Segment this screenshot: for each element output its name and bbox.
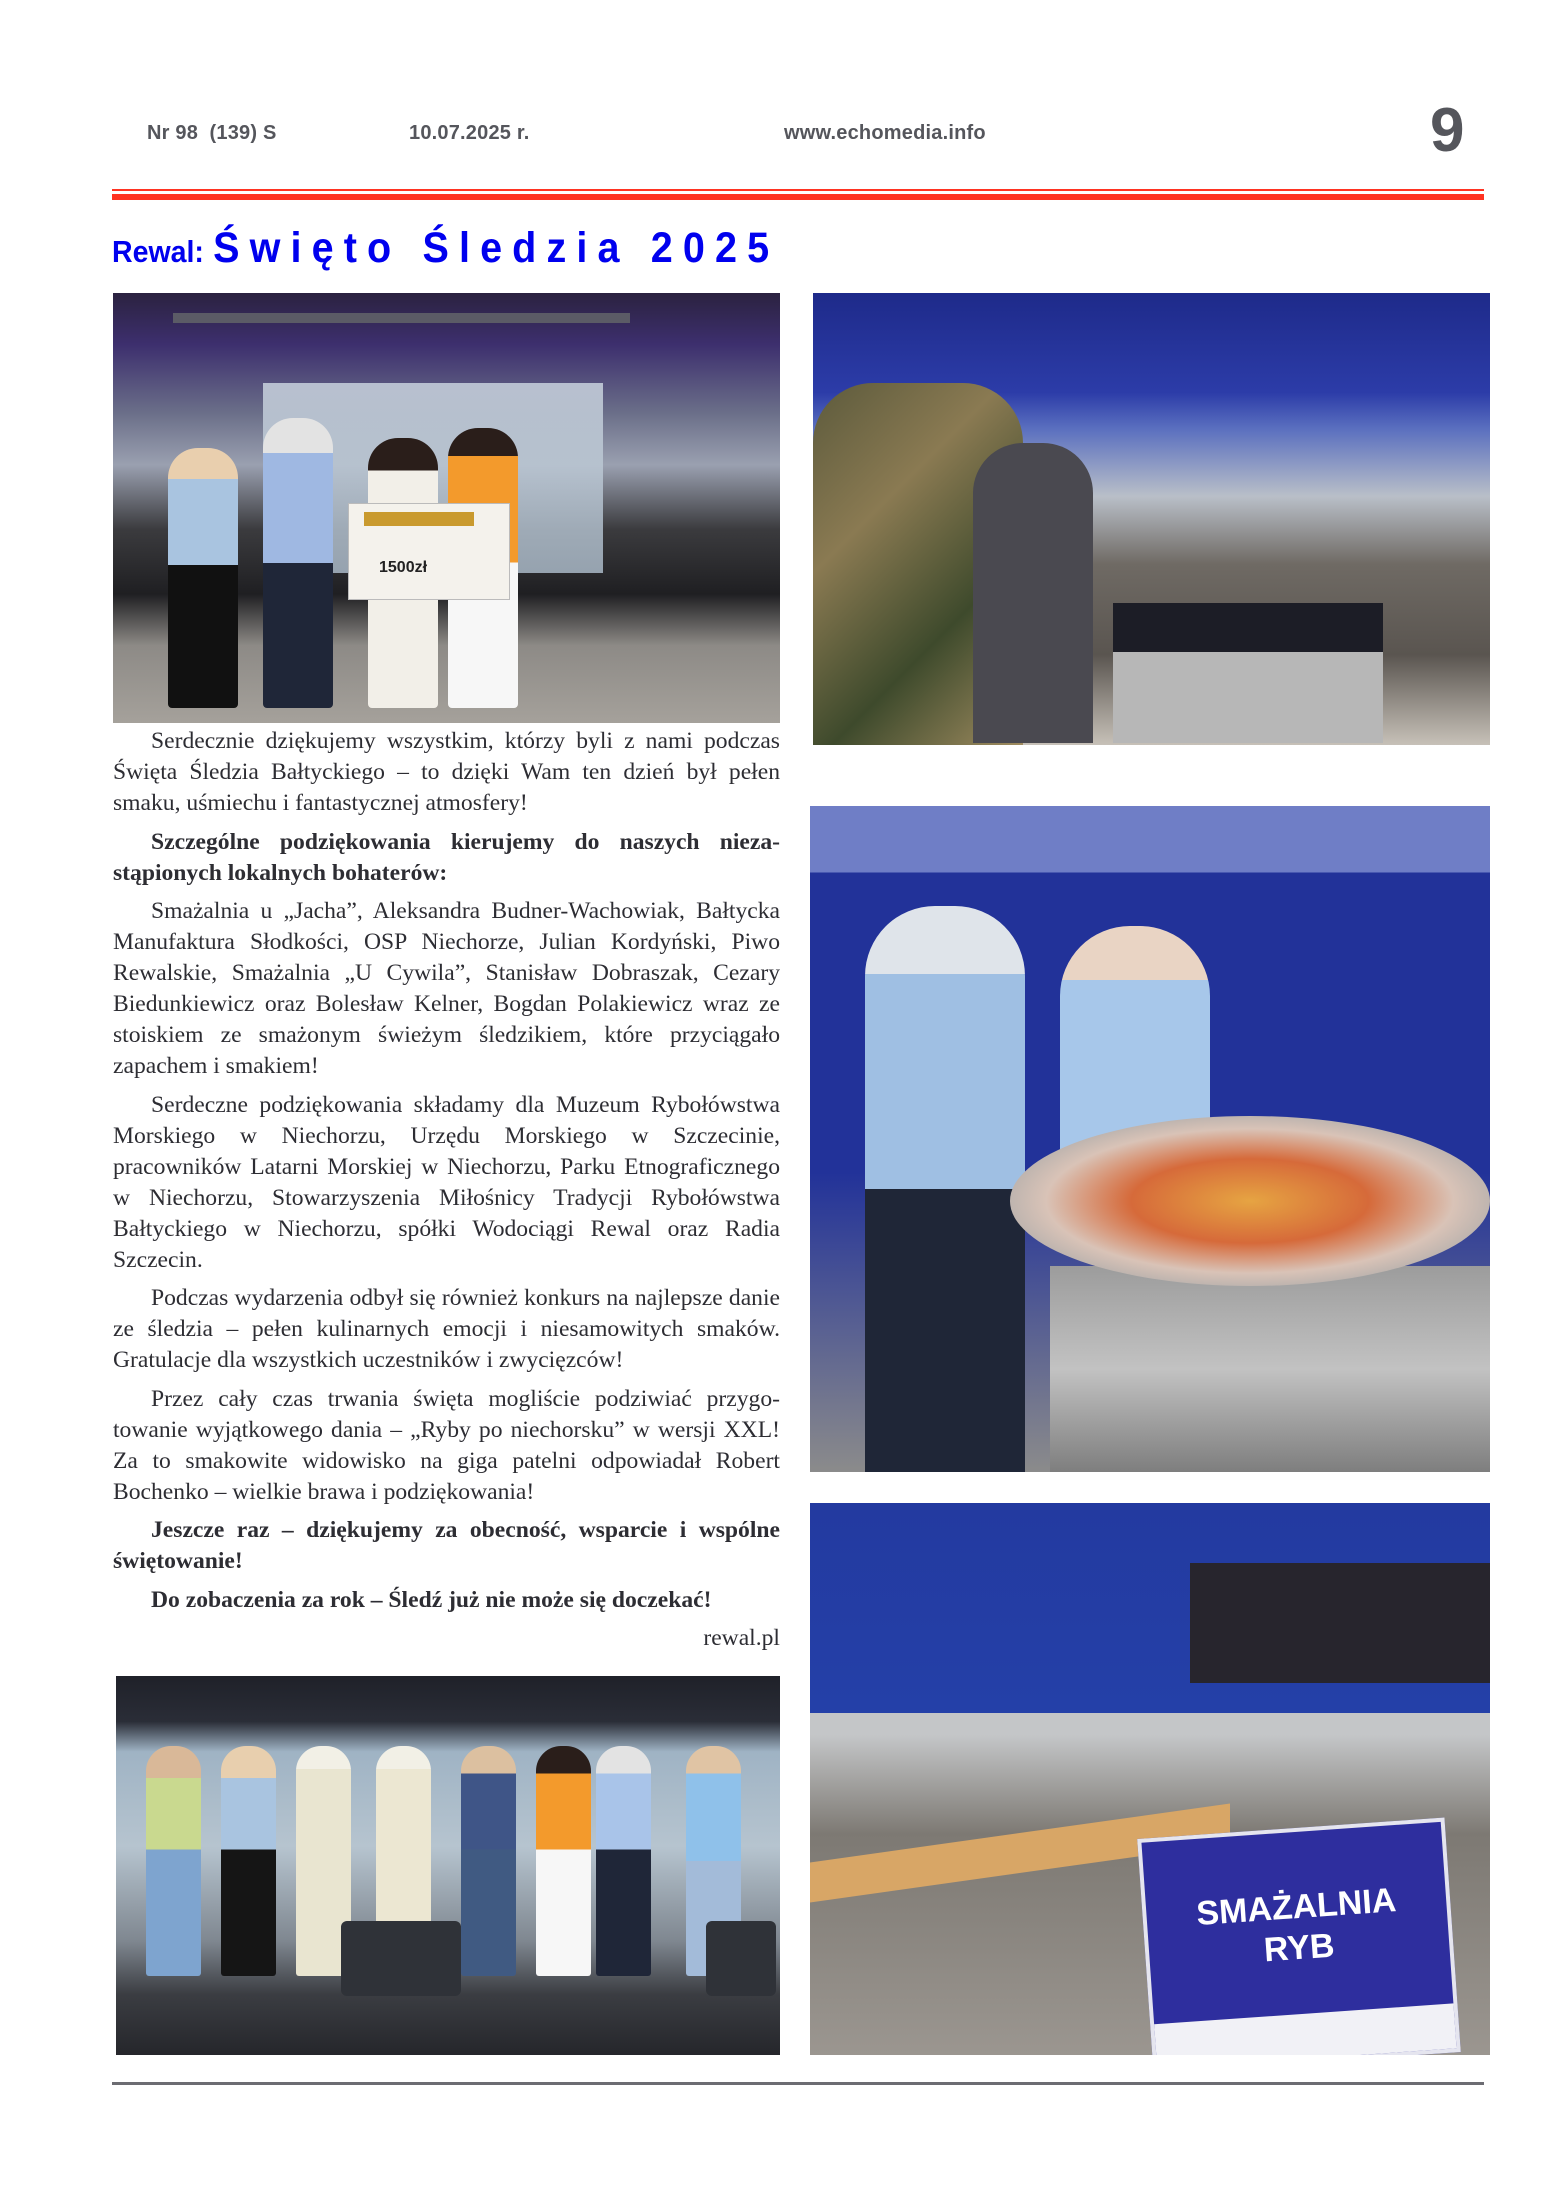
paragraph: Przez cały czas trwania święta mogliście podziwiać przygotowanie wyjątkowego dania – „Ryby po niechorsku” w wersji XXL! Za to smakowite widowisko na giga patelni odpowiadał Robert Bochenko – wielkie brawa i podziękowania! — [113, 1385, 780, 1505]
photo-herring-grill — [813, 293, 1490, 745]
header-rule-thick — [112, 194, 1484, 200]
photo-fish-stand — [810, 1503, 1490, 2055]
paragraph-bold: Szczególne podziękowania kierujemy do naszych niezastąpionych lokalnych bohaterów: — [113, 828, 780, 886]
paragraph: Serdecznie dziękujemy wszystkim, którzy byli z nami podczas Święta Śledzia Bałtyckiego – to dzięki Wam ten dzień był pełen smaku, uśmiechu i fantastycznej atmosfery! — [113, 728, 780, 816]
header-rule-thin — [112, 189, 1484, 191]
article-headline: Święto Śledzia 2025 — [213, 224, 780, 272]
man-with-tie — [865, 906, 1025, 1472]
stage-speaker — [706, 1921, 776, 1996]
person — [221, 1746, 276, 1976]
stage-speaker — [341, 1921, 461, 1996]
smazalnia-ryb-sign — [1137, 1818, 1461, 2055]
issue-number: Nr 98 (139) S — [147, 122, 277, 144]
article-kicker: Rewal: — [112, 234, 204, 269]
photo-stage-award — [113, 293, 780, 723]
pan-stand — [1050, 1266, 1490, 1472]
photo-stage-group — [116, 1676, 780, 2055]
paragraph: Serdeczne podziękowania składamy dla Muzeum Rybołówstwa Morskiego w Niechorzu, Urzędu Morskiego w Szczecinie, pracowników Latarni Morskiej w Niechorzu, Parku Etnograficznego w Niechorzu, Stowarzyszenia Miłośnicy Tradycji Rybołówstwa Bałtyckiego w Niechorzu, spółki Wodociągi Rewal oraz Radia Szczecin. — [113, 1091, 780, 1273]
person — [263, 418, 333, 708]
sign-text — [1145, 1877, 1450, 1979]
sign-line-2: RYB — [1262, 1926, 1336, 1970]
black-tent — [1190, 1563, 1490, 1683]
paragraph-bold: Do zobaczenia za rok – Śledź już nie może się doczekać! — [151, 1586, 712, 1613]
issue-date: 10.07.2025 r. — [409, 122, 530, 144]
paragraph: Podczas wydarzenia odbył się również konkurs na najlepsze danie ze śledzia – pełen kulinarnych emocji i niesamowitych smaków. Gratulacje dla wszystkich uczestników i zwycięzców! — [113, 1285, 780, 1373]
paragraph: Smażalnia u „Jacha”, Aleksandra Budner-Wachowiak, Bałtycka Manufaktura Słodkości, OSP Niechorze, Julian Kordyński, Piwo Rewalskie, Smażalnia „U Cywila”, Stanisław Dobraszak, Cezary Biedunkiewicz oraz Bolesław Kelner, Bogdan Polakiewicz wraz ze stoiskiem ze smażonym świeżym śledzikiem, które przyciągało zapachem i smakiem! — [113, 898, 780, 1079]
herring-grill — [1113, 603, 1383, 743]
person — [536, 1746, 591, 1976]
article-title — [112, 224, 779, 273]
page-number: 9 — [1430, 96, 1465, 165]
footer-rule — [112, 2082, 1484, 2085]
person — [596, 1746, 651, 1976]
paragraph-bold: Jeszcze raz – dziękujemy za obecność, wsparcie i wspólne świętowanie! — [113, 1517, 780, 1574]
photo-giant-pan — [810, 806, 1490, 1472]
website-link[interactable]: www.echomedia.info — [784, 122, 986, 144]
check-banner — [364, 512, 474, 526]
giant-pan — [1010, 1116, 1490, 1286]
prize-check — [348, 503, 510, 600]
person — [168, 448, 238, 708]
check-amount: 1500zł — [379, 559, 428, 576]
man-grilling — [973, 443, 1093, 743]
sign-white-band — [1154, 2003, 1456, 2055]
stage-truss — [173, 313, 630, 323]
person — [461, 1746, 516, 1976]
article-source: rewal.pl — [703, 1625, 780, 1651]
sign-line-1: SMAŻALNIA — [1195, 1881, 1398, 1934]
person — [146, 1746, 201, 1976]
article-body — [113, 726, 780, 1662]
